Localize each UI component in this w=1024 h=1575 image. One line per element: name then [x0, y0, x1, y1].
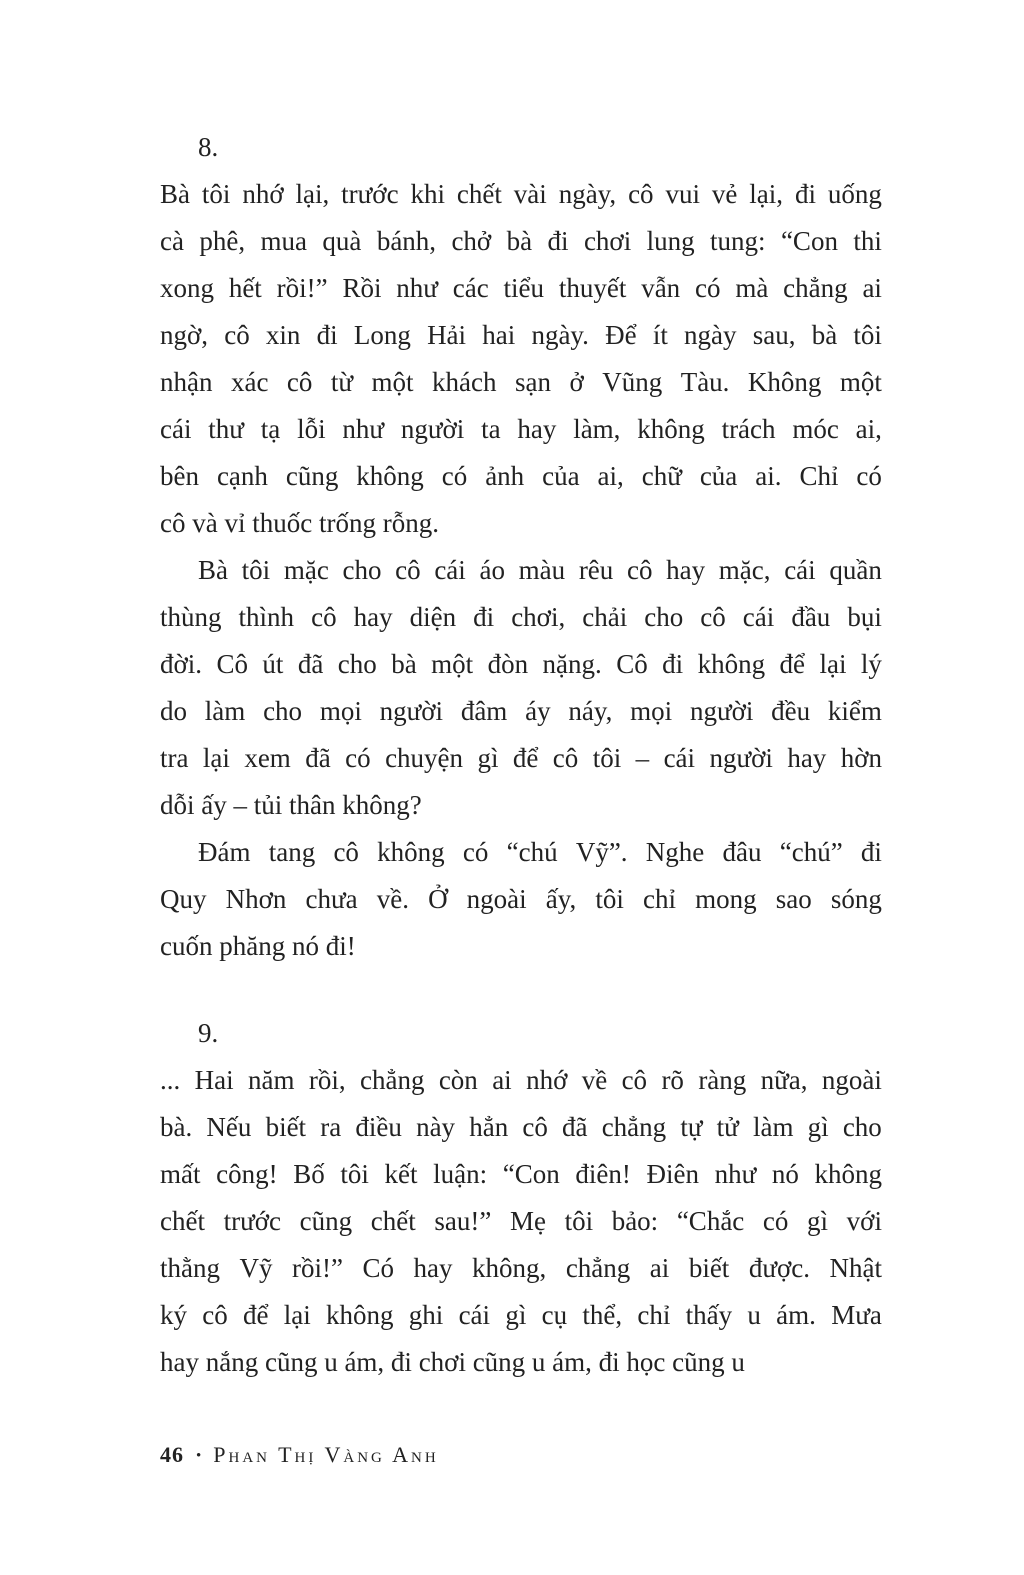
footer-separator-dot: •	[196, 1448, 202, 1464]
footer-author: Phan Thị Vàng Anh	[213, 1442, 439, 1467]
paragraph	[160, 829, 882, 970]
text-line: mất công! Bố tôi kết luận: “Con điên! Điên như nó không	[160, 1159, 882, 1189]
text-line: cuốn phăng nó đi!	[160, 931, 356, 961]
section-9	[160, 1010, 882, 1386]
page-number: 46	[160, 1442, 184, 1467]
text-line: chết trước cũng chết sau!” Mẹ tôi bảo: “Chắc có gì với	[160, 1206, 882, 1236]
text-line: ký cô để lại không ghi cái gì cụ thể, chỉ thấy u ám. Mưa	[160, 1300, 882, 1330]
text-line: Bà tôi mặc cho cô cái áo màu rêu cô hay mặc, cái quần	[198, 555, 882, 585]
text-line: hay nắng cũng u ám, đi chơi cũng u ám, đi học cũng u	[160, 1347, 745, 1377]
text-line: Bà tôi nhớ lại, trước khi chết vài ngày, cô vui vẻ lại, đi uống	[160, 179, 882, 209]
text-line: bên cạnh cũng không có ảnh của ai, chữ của ai. Chỉ có	[160, 461, 882, 491]
text-line: Quy Nhơn chưa về. Ở ngoài ấy, tôi chỉ mong sao sóng	[160, 884, 882, 914]
text-block	[160, 124, 882, 1386]
text-line: cái thư tạ lỗi như người ta hay làm, không trách móc ai,	[160, 414, 882, 444]
text-line: bà. Nếu biết ra điều này hẳn cô đã chẳng tự tử làm gì cho	[160, 1112, 882, 1142]
text-line: ... Hai năm rồi, chẳng còn ai nhớ về cô rõ ràng nữa, ngoài	[160, 1065, 882, 1095]
page-footer	[160, 1440, 439, 1471]
text-line: đời. Cô út đã cho bà một đòn nặng. Cô đi không để lại lý	[160, 649, 882, 679]
section-8	[160, 124, 882, 970]
text-line: thùng thình cô hay diện đi chơi, chải cho cô cái đầu bụi	[160, 602, 882, 632]
section-number: 9.	[198, 1018, 219, 1048]
text-line: Đám tang cô không có “chú Vỹ”. Nghe đâu “chú” đi	[198, 837, 882, 867]
text-line: ngờ, cô xin đi Long Hải hai ngày. Để ít ngày sau, bà tôi	[160, 320, 882, 350]
paragraph	[160, 1057, 882, 1386]
text-line: xong hết rồi!” Rồi như các tiểu thuyết vẫn có mà chẳng ai	[160, 273, 882, 303]
section-number: 8.	[198, 132, 219, 162]
text-line: do làm cho mọi người đâm áy náy, mọi người đều kiểm	[160, 696, 882, 726]
text-line: dỗi ấy – tủi thân không?	[160, 790, 422, 820]
text-line: tra lại xem đã có chuyện gì để cô tôi – cái người hay hờn	[160, 743, 882, 773]
text-line: thằng Vỹ rồi!” Có hay không, chẳng ai biết được. Nhật	[160, 1253, 882, 1283]
text-line: nhận xác cô từ một khách sạn ở Vũng Tàu. Không một	[160, 367, 882, 397]
text-line: cà phê, mua quà bánh, chở bà đi chơi lung tung: “Con thi	[160, 226, 882, 256]
paragraph	[160, 547, 882, 829]
text-line: cô và vỉ thuốc trống rỗng.	[160, 508, 439, 538]
paragraph	[160, 171, 882, 547]
